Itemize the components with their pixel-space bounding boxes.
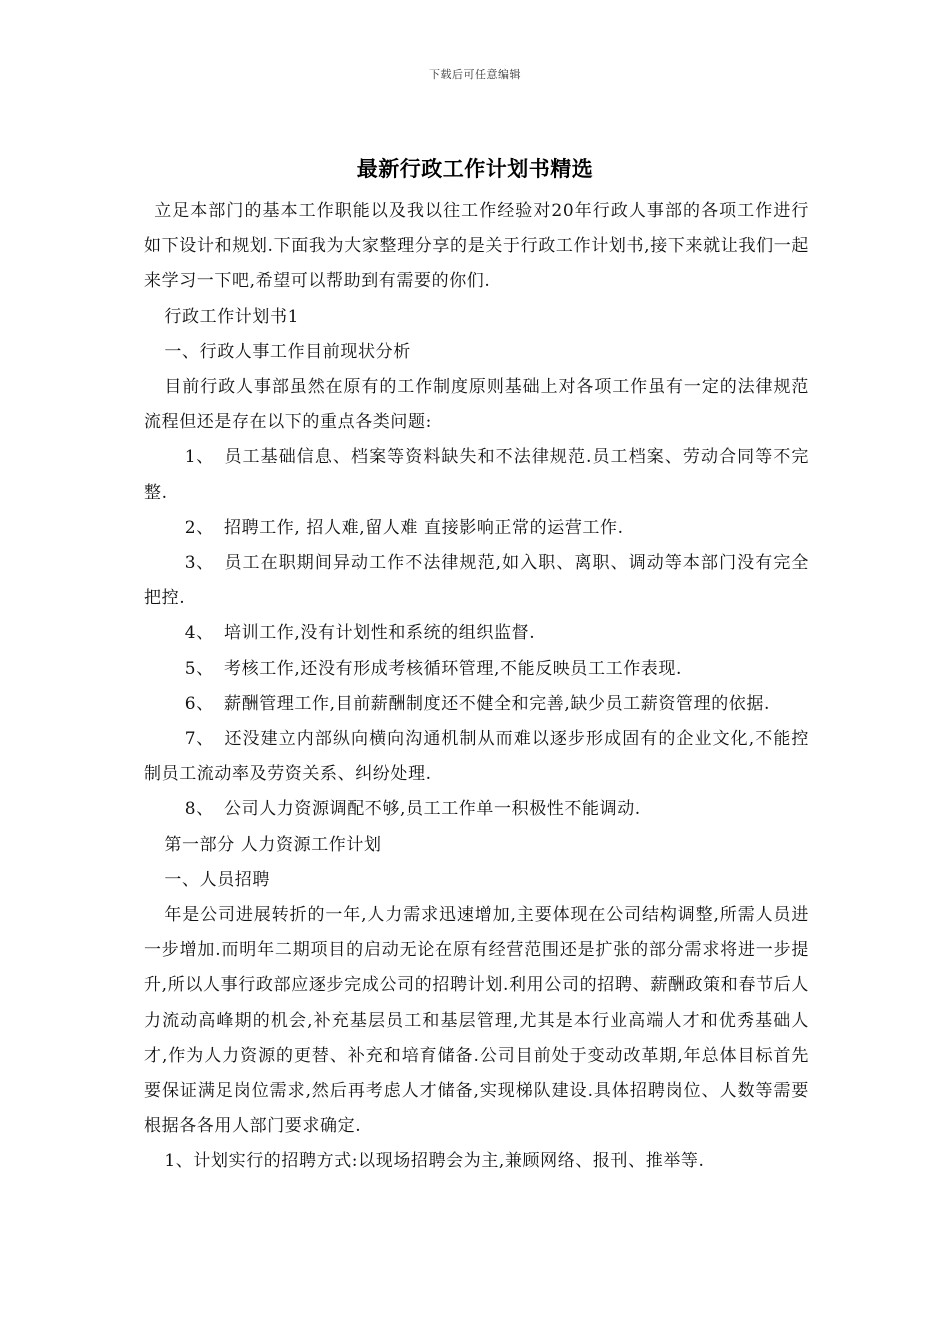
problem-item-4 — [144, 616, 809, 651]
item-number: 2、 — [184, 517, 214, 538]
item-text: 公司人力资源调配不够,员工工作单一积极性不能调动. — [224, 799, 641, 820]
page-header-note: 下载后可任意编辑 — [429, 68, 521, 81]
intro-paragraph: 立足本部门的基本工作职能以及我以往工作经验对20年行政人事部的各项工作进行如下设计和规划.下面我为大家整理分享的是关于行政工作计划书,接下来就让我们一起来学习一下吧,希望可以帮助到有需要的你们. — [144, 201, 809, 292]
problem-item-3 — [144, 546, 809, 616]
item-number: 8、 — [184, 799, 214, 820]
item-text: 还没建立内部纵向横向沟通机制从而难以逐步形成固有的企业文化,不能控制员工流动率及劳资关系、纠纷处理. — [144, 729, 809, 785]
document-body — [144, 194, 809, 1180]
document-title: 最新行政工作计划书精选 — [356, 156, 594, 181]
problem-item-1 — [144, 440, 809, 510]
recruit-paragraph: 年是公司进展转折的一年,人力需求迅速增加,主要体现在公司结构调整,所需人员进一步增加.而明年二期项目的启动无论在原有经营范围还是扩张的部分需求将进一步提升,所以人事行政部应逐步完成公司的招聘计划.利用公司的招聘、薪酬政策和春节后人力流动高峰期的机会,补充基层员工和基层管理,尤其是本行业高端人才和优秀基础人才,作为人力资源的更替、补充和培育储备.公司目前处于变动改革期,年总体目标首先要保证满足岗位需求,然后再考虑人才储备,实现梯队建设.具体招聘岗位、人数等需要根据各各用人部门要求确定. — [144, 905, 809, 1137]
item-number: 1、 — [184, 447, 214, 468]
item-text: 员工在职期间异动工作不法律规范,如入职、离职、调动等本部门没有完全把控. — [144, 553, 809, 609]
item-number: 4、 — [184, 623, 214, 644]
item-text: 培训工作,没有计划性和系统的组织监督. — [224, 623, 536, 644]
problem-item-7 — [144, 722, 809, 792]
part1-heading: 一、行政人事工作目前现状分析 — [164, 341, 411, 362]
problem-item-2 — [144, 511, 809, 546]
item-number: 6、 — [184, 693, 214, 714]
part2-heading: 第一部分 人力资源工作计划 — [164, 834, 382, 855]
part2-sub-heading: 一、人员招聘 — [164, 869, 270, 890]
item-number: 3、 — [184, 553, 214, 574]
problem-item-6 — [144, 687, 809, 722]
section-title: 行政工作计划书1 — [164, 306, 300, 327]
item-text: 员工基础信息、档案等资料缺失和不法律规范.员工档案、劳动合同等不完整. — [144, 447, 809, 503]
item-text: 招聘工作, 招人难,留人难 直接影响正常的运营工作. — [224, 517, 624, 538]
recruit-method-item: 1、计划实行的招聘方式:以现场招聘会为主,兼顾网络、报刊、推举等. — [164, 1151, 705, 1172]
item-number: 7、 — [184, 729, 214, 750]
item-text: 考核工作,还没有形成考核循环管理,不能反映员工工作表现. — [224, 658, 683, 679]
item-number: 5、 — [184, 658, 214, 679]
problem-item-5 — [144, 652, 809, 687]
problem-item-8 — [144, 792, 809, 827]
part1-intro-paragraph: 目前行政人事部虽然在原有的工作制度原则基础上对各项工作虽有一定的法律规范流程但还是存在以下的重点各类问题: — [144, 377, 809, 433]
item-text: 薪酬管理工作,目前薪酬制度还不健全和完善,缺少员工薪资管理的依据. — [224, 693, 771, 714]
